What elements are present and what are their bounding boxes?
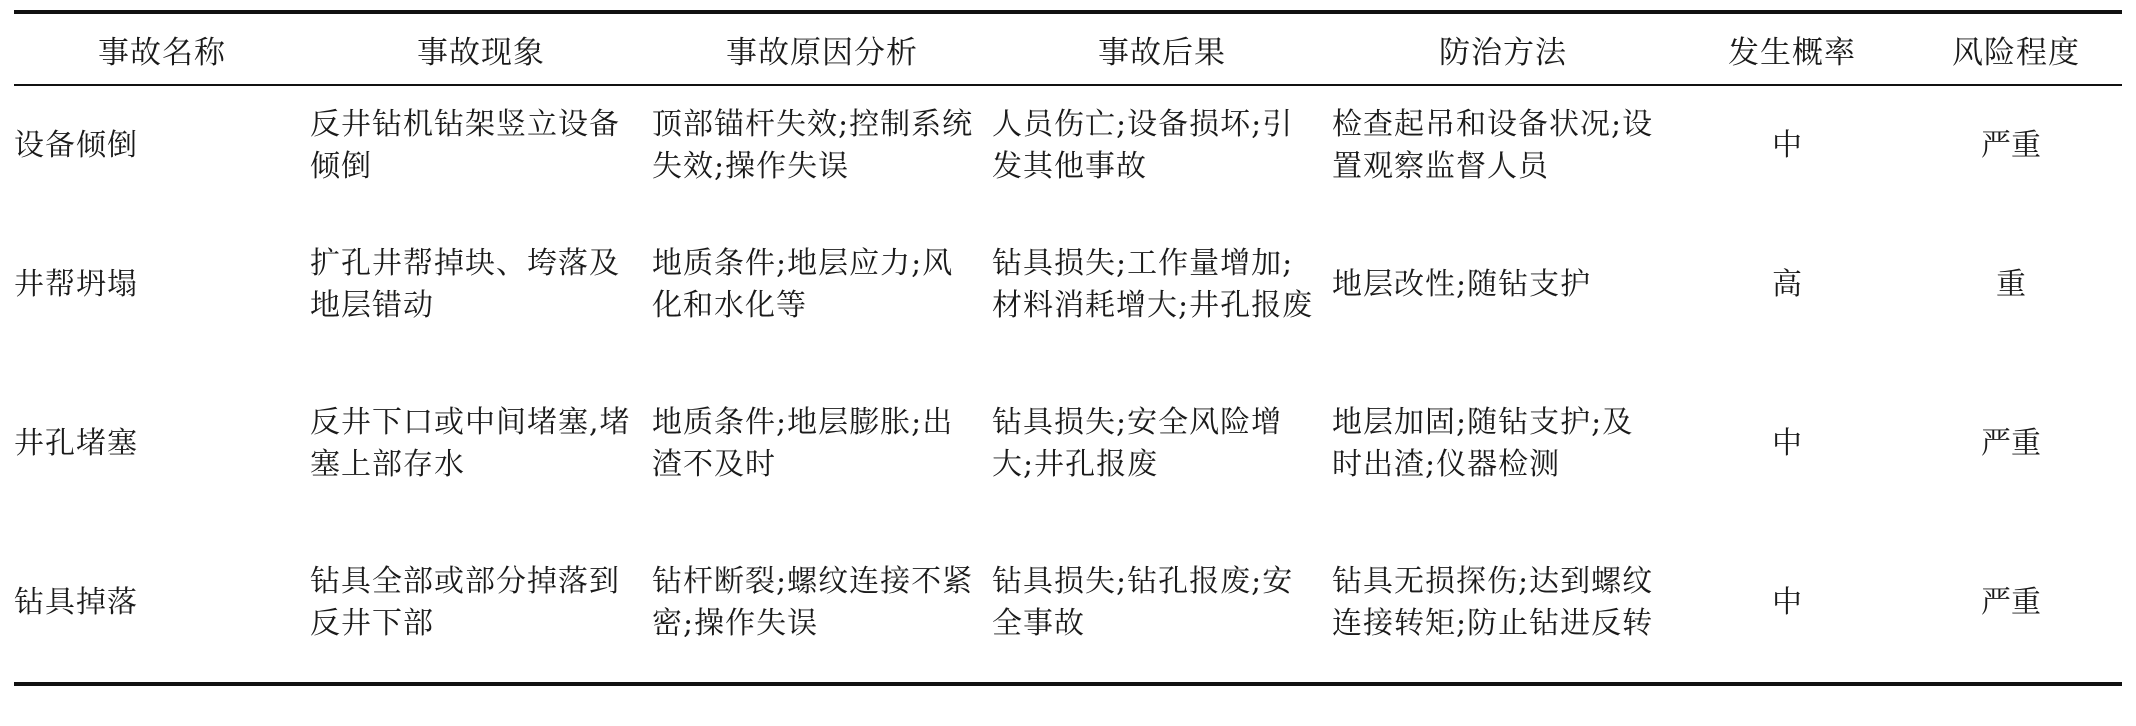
header-cause-analysis: 事故原因分析 [726,34,918,71]
cell-cause: 地质条件;地层应力;风化和水化等 [652,246,954,323]
cell-prevention: 地层改性;随钻支护 [1332,267,1592,302]
cell-accident-name: 井孔堵塞 [14,426,138,461]
cell-probability: 中 [1772,426,1802,461]
cell-consequence: 人员伤亡;设备损坏;引发其他事故 [992,107,1294,184]
cell-probability: 高 [1772,267,1802,302]
cell-consequence: 钻具损失;钻孔报废;安全事故 [992,564,1294,641]
cell-probability: 中 [1772,128,1802,163]
cell-prevention: 地层加固;随钻支护;及时出渣;仪器检测 [1332,405,1634,482]
header-accident-name: 事故名称 [98,34,226,71]
cell-risk-level: 严重 [1981,128,2041,163]
cell-consequence: 钻具损失;工作量增加;材料消耗增大;井孔报废 [992,246,1314,323]
cell-accident-name: 钻具掉落 [14,585,138,620]
cell-cause: 顶部锚杆失效;控制系统失效;操作失误 [652,107,974,184]
header-phenomenon: 事故现象 [417,34,545,71]
cell-phenomenon: 钻具全部或部分掉落到反井下部 [310,564,620,641]
cell-risk-level: 严重 [1981,585,2041,620]
cell-prevention: 检查起吊和设备状况;设置观察监督人员 [1332,107,1654,184]
header-consequence: 事故后果 [1098,34,1226,71]
header-risk-level: 风险程度 [1952,34,2080,71]
cell-phenomenon: 反井钻机钻架竖立设备倾倒 [310,107,620,184]
cell-risk-level: 严重 [1981,426,2041,461]
table-header-row [14,12,2122,85]
table-row [14,85,2122,206]
cell-risk-level: 重 [1996,267,2026,302]
cell-phenomenon: 扩孔井帮掉块、垮落及地层错动 [310,246,620,323]
cell-cause: 钻杆断裂;螺纹连接不紧密;操作失误 [652,564,974,641]
header-probability: 发生概率 [1728,34,1856,71]
cell-phenomenon: 反井下口或中间堵塞,堵塞上部存水 [310,405,631,482]
cell-probability: 中 [1772,585,1802,620]
cell-accident-name: 设备倾倒 [14,128,138,163]
table-row [14,206,2122,364]
header-prevention: 防治方法 [1439,34,1567,71]
cell-prevention: 钻具无损探伤;达到螺纹连接转矩;防止钻进反转 [1332,564,1654,641]
table-row [14,524,2122,684]
table-row [14,364,2122,524]
cell-accident-name: 井帮坍塌 [14,267,138,302]
cell-cause: 地质条件;地层膨胀;出渣不及时 [652,405,954,482]
cell-consequence: 钻具损失;安全风险增大;井孔报废 [992,405,1283,482]
accident-risk-table [14,10,2122,686]
